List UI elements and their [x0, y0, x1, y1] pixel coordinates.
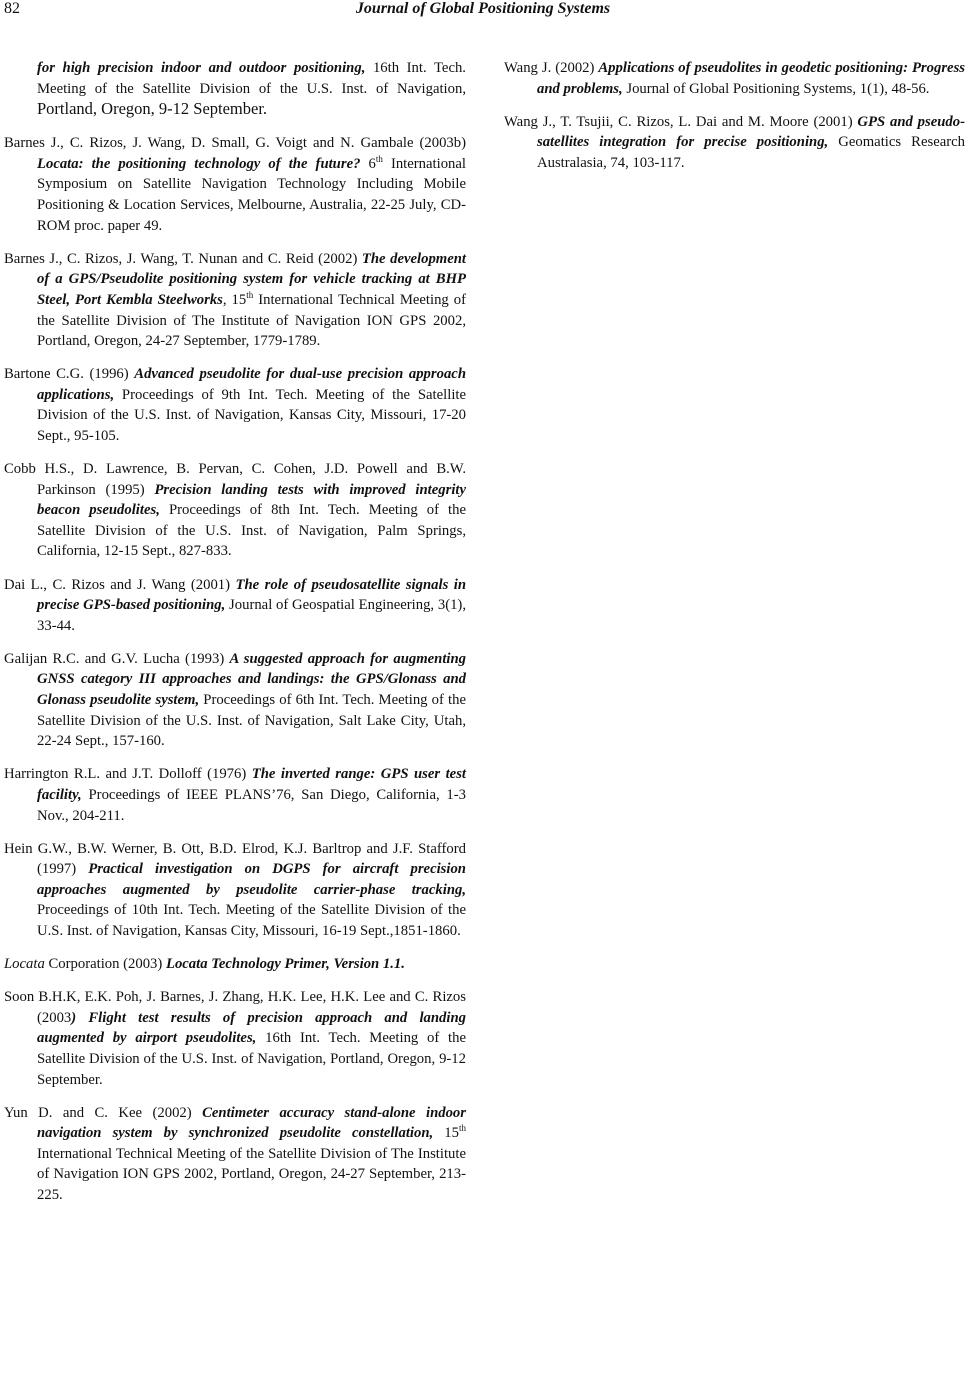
reference-entry [4, 954, 466, 975]
journal-title: Journal of Global Positioning Systems [355, 0, 611, 17]
reference-title: Centimeter accuracy stand-alone indoor navigation system by synchronized pseudolite constellation, [37, 1104, 466, 1142]
reference-entry [4, 1103, 466, 1206]
reference-entry [4, 987, 466, 1090]
reference-title: Precision landing tests with improved integrity beacon pseudolites, [37, 481, 466, 519]
reference-title: Applications of pseudolites in geodetic positioning: Progress and problems, [537, 60, 966, 97]
reference-details: Proceedings of 10th Int. Tech. Meeting of the Satellite Division of the U.S. Inst. of Navigation, Kansas City, Missouri, 16-19 Sept.,1851-1860. [37, 902, 466, 939]
ordinal-suffix: th [246, 289, 254, 300]
reference-details: International Technical Meeting of the Satellite Division of The Institute of Navigation ION GPS 2002, Portland, Oregon, 24-27 September, 1779-1789. [37, 291, 466, 350]
reference-authors: Cobb H.S., D. Lawrence, B. Pervan, C. Cohen, J.D. Powell and B.W. Parkinson (1995) [4, 461, 466, 498]
reference-entry [4, 133, 466, 236]
reference-details: 16th Int. Tech. Meeting of the Satellite Division of the U.S. Inst. of Navigation, Portland, Oregon, 9-12 September. [37, 1030, 466, 1088]
reference-title: The development of a GPS/Pseudolite positioning system for vehicle tracking at BHP Steel, Port Kembla Steelworks [37, 250, 466, 308]
ordinal-suffix: th [375, 153, 383, 164]
reference-details: Journal of Global Positioning Systems, 1(1), 48-56. [622, 80, 930, 97]
reference-entry [4, 575, 466, 637]
reference-entry [4, 364, 466, 446]
reference-details: Journal of Geospatial Engineering, 3(1), 33-44. [37, 597, 466, 634]
reference-authors: Wang J. (2002) [504, 60, 599, 76]
reference-entry [4, 249, 466, 352]
reference-details: Proceedings of 9th Int. Tech. Meeting of the Satellite Division of the U.S. Inst. of Navigation, Kansas City, Missouri, 17-20 Sept., 95-105. [37, 386, 466, 444]
reference-title: ) Flight test results of precision approach and landing augmented by airport pseudolites, [37, 1009, 466, 1047]
reference-authors: Yun D. and C. Kee (2002) [4, 1104, 203, 1121]
reference-details: 15 [433, 1125, 459, 1142]
reference-authors: Hein G.W., B.W. Werner, B. Ott, B.D. Elrod, K.J. Barltrop and J.F. Stafford (1997) [4, 840, 466, 878]
reference-authors: Barnes J., C. Rizos, J. Wang, D. Small, G. Voigt and N. Gambale (2003b) [4, 135, 466, 152]
reference-title: for high precision indoor and outdoor positioning, [37, 60, 366, 76]
reference-details: 6 [360, 155, 376, 172]
reference-details: 16th Int. Tech. Meeting of the Satellite Division of the U.S. Inst. of Navigation, [37, 60, 466, 97]
page-number: 82 [4, 0, 20, 17]
reference-details: , [213, 1166, 218, 1183]
reference-entry [4, 764, 466, 826]
reference-entry [4, 58, 466, 121]
reference-authors: Wang J., T. Tsujii, C. Rizos, L. Dai and M. Moore (2001) [504, 113, 858, 130]
reference-details: Portland, Oregon, 9-12 September. [37, 99, 268, 119]
reference-title: GPS and pseudo-satellites integration for precise positioning, [537, 113, 965, 151]
reference-title: The inverted range: GPS user test facility, [37, 766, 466, 803]
reference-details: Proceedings of IEEE PLANS’76, San Diego, California, 1-3 Nov., 204-211. [37, 786, 466, 824]
reference-details: , 15 [222, 291, 247, 308]
reference-title: Locata: the positioning technology of the future? [37, 155, 361, 172]
reference-title: The role of pseudosatellite signals in precise GPS-based positioning, [37, 576, 467, 614]
reference-authors: Harrington R.L. and J.T. Dolloff (1976) [4, 766, 252, 783]
reference-details: International Technical Meeting of the Satellite Division of The Institute of Navigation ION GPS 2002 [37, 1145, 466, 1183]
reference-entry [4, 459, 466, 562]
reference-title: Practical investigation on DGPS for aircraft precision approaches augmented by pseudolite carrier-phase tracking, [37, 861, 466, 898]
reference-details: Proceedings of 8th Int. Tech. Meeting of the Satellite Division of the U.S. Inst. of Navigation, Palm Springs, California, 12-15 Sept., 827-833. [37, 502, 466, 560]
reference-authors: Soon B.H.K, E.K. Poh, J. Barnes, J. Zhang, H.K. Lee, H.K. Lee and C. Rizos (2003 [4, 989, 466, 1026]
reference-entry [504, 58, 965, 99]
right-column [504, 58, 965, 186]
reference-title: Advanced pseudolite for dual-use precision approach applications, [37, 366, 466, 403]
reference-details: Geomatics Research Australasia, 74, 103-117. [537, 134, 965, 171]
ordinal-suffix: th [459, 1123, 467, 1134]
page-header [0, 0, 966, 24]
reference-entry [504, 112, 965, 174]
reference-details: Portland, Oregon, 24-27 September, 213-225. [37, 1166, 466, 1203]
reference-authors: Locata [4, 956, 45, 973]
left-column [4, 58, 466, 1218]
reference-entry [4, 839, 466, 942]
reference-authors: Dai L., C. Rizos and J. Wang (2001) [4, 576, 236, 593]
reference-details: International Symposium on Satellite Navigation Technology Including Mobile Positioning & Location Services, Melbourne, Australia, 22-25 July, CD-ROM proc. paper 49. [37, 155, 466, 234]
reference-title: Locata Technology Primer, Version 1.1. [165, 956, 405, 973]
reference-entry [4, 649, 466, 752]
reference-details: Proceedings of 6th Int. Tech. Meeting of the Satellite Division of the U.S. Inst. of Navigation, Salt Lake City, Utah, 22-24 Sept., 157-160. [37, 692, 466, 750]
reference-authors: Barnes J., C. Rizos, J. Wang, T. Nunan and C. Reid (2002) [4, 250, 362, 267]
reference-title: A suggested approach for augmenting GNSS category III approaches and landings: the GPS/Glonass and Glonass pseudolite system, [37, 650, 466, 709]
reference-authors: Corporation (2003) [44, 956, 166, 973]
reference-authors: Galijan R.C. and G.V. Lucha (1993) [4, 650, 230, 667]
reference-authors: Bartone C.G. (1996) [4, 366, 135, 383]
